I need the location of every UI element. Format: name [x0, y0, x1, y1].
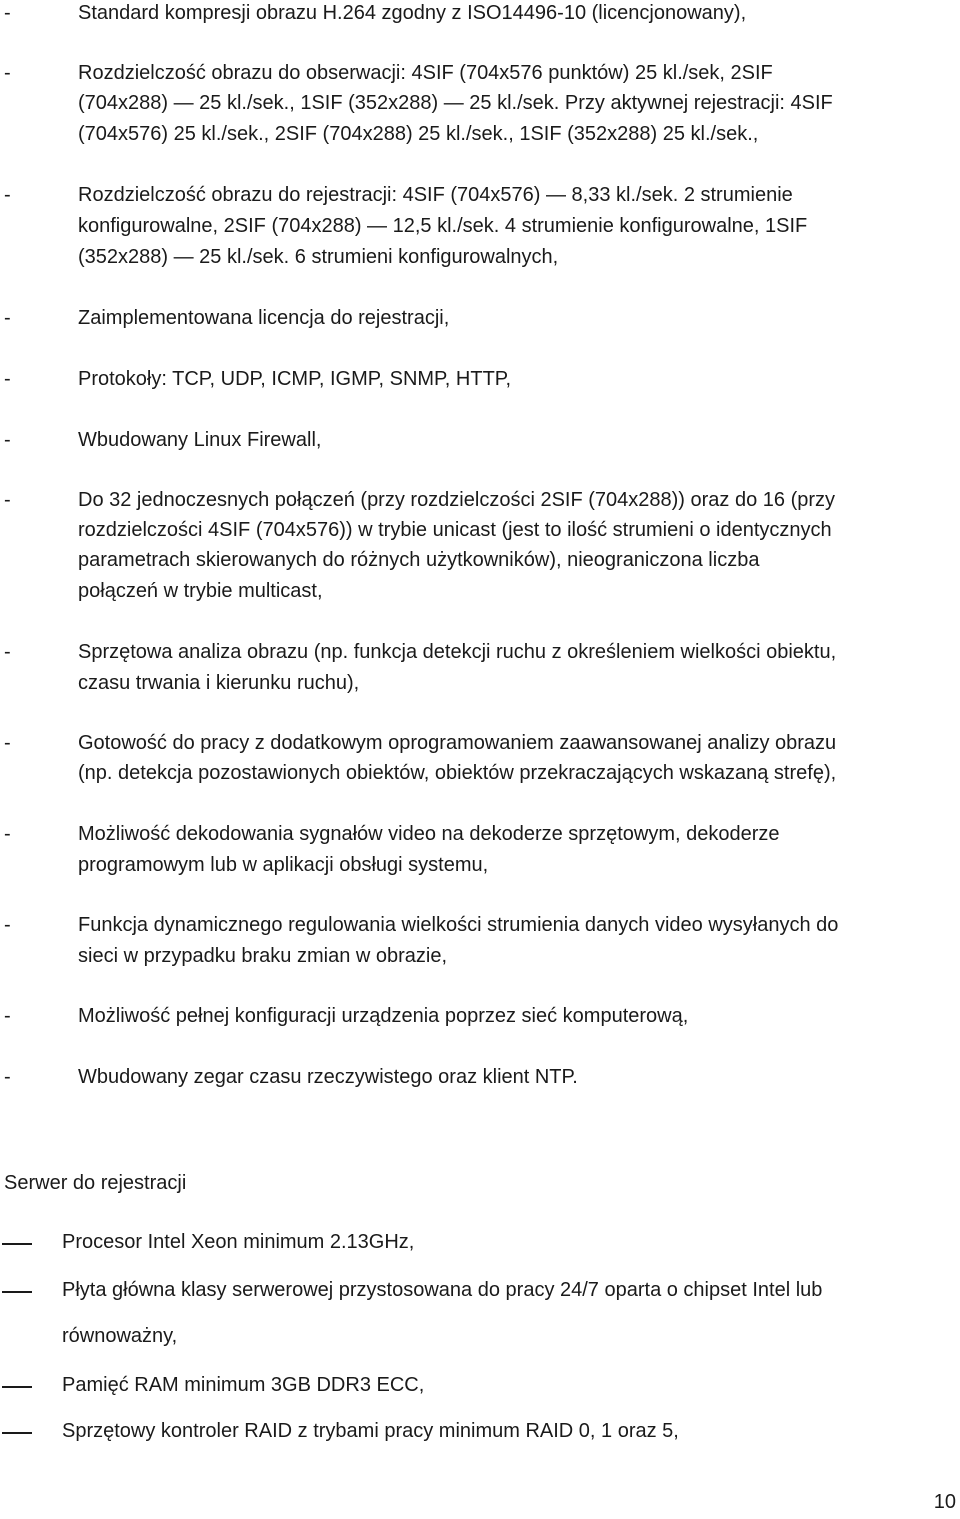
bullet-long-dash: [2, 1432, 32, 1434]
bullet-dash: -: [4, 429, 11, 451]
bullet-dash: -: [4, 641, 11, 663]
spec-list-text-line: Rozdzielczość obrazu do rejestracji: 4SIF (704x576) — 8,33 kl./sek. 2 strumienie: [78, 184, 793, 206]
spec-list-text-line: Wbudowany zegar czasu rzeczywistego oraz klient NTP.: [78, 1066, 578, 1088]
bullet-dash: -: [4, 914, 11, 936]
bullet-dash: -: [4, 1066, 11, 1088]
server-list-text-line: Procesor Intel Xeon minimum 2.13GHz,: [62, 1231, 415, 1253]
bullet-dash: -: [4, 184, 11, 206]
spec-list-text-line: sieci w przypadku braku zmian w obrazie,: [78, 945, 448, 967]
bullet-dash: -: [4, 2, 11, 24]
spec-list-text-line: parametrach skierowanych do różnych użytkowników), nieograniczona liczba: [78, 549, 760, 571]
spec-list-text-line: Sprzętowa analiza obrazu (np. funkcja detekcji ruchu z określeniem wielkości obiektu,: [78, 641, 837, 663]
server-list-text-line: Pamięć RAM minimum 3GB DDR3 ECC,: [62, 1374, 425, 1396]
bullet-dash: -: [4, 368, 11, 390]
spec-list-text-line: Do 32 jednoczesnych połączeń (przy rozdzielczości 2SIF (704x288)) oraz do 16 (przy: [78, 489, 836, 511]
page-number: 10: [933, 1491, 956, 1513]
bullet-dash: -: [4, 823, 11, 845]
spec-list-text-line: (704x288) — 25 kl./sek., 1SIF (352x288) — 25 kl./sek. Przy aktywnej rejestracji: 4SIF: [78, 92, 833, 114]
server-list-text-line: Płyta główna klasy serwerowej przystosowana do pracy 24/7 oparta o chipset Intel lub: [62, 1279, 823, 1301]
bullet-dash: -: [4, 732, 11, 754]
spec-list-text-line: Możliwość pełnej konfiguracji urządzenia poprzez sieć komputerową,: [78, 1005, 689, 1027]
spec-list-text-line: rozdzielczości 4SIF (704x576)) w trybie unicast (jest to ilość strumieni o identycznych: [78, 519, 832, 541]
spec-list-text-line: konfigurowalne, 2SIF (704x288) — 12,5 kl./sek. 4 strumienie konfigurowalne, 1SIF: [78, 215, 808, 237]
spec-list-text-line: czasu trwania i kierunku ruchu),: [78, 672, 360, 694]
spec-list-text-line: połączeń w trybie multicast,: [78, 580, 323, 602]
spec-list-text-line: programowym lub w aplikacji obsługi systemu,: [78, 854, 489, 876]
spec-list-text-line: (352x288) — 25 kl./sek. 6 strumieni konfigurowalnych,: [78, 246, 559, 268]
spec-list-text-line: Możliwość dekodowania sygnałów video na dekoderze sprzętowym, dekoderze: [78, 823, 780, 845]
spec-list-text-line: (704x576) 25 kl./sek., 2SIF (704x288) 25 kl./sek., 1SIF (352x288) 25 kl./sek.,: [78, 123, 759, 145]
bullet-dash: -: [4, 62, 11, 84]
spec-list-text-line: Standard kompresji obrazu H.264 zgodny z ISO14496-10 (licencjonowany),: [78, 2, 747, 24]
bullet-dash: -: [4, 489, 11, 511]
spec-list-text-line: Rozdzielczość obrazu do obserwacji: 4SIF (704x576 punktów) 25 kl./sek, 2SIF: [78, 62, 773, 84]
section-heading: Serwer do rejestracji: [4, 1172, 187, 1194]
spec-list-text-line: (np. detekcja pozostawionych obiektów, obiektów przekraczających wskazaną strefę),: [78, 762, 837, 784]
spec-list-text-line: Protokoły: TCP, UDP, ICMP, IGMP, SNMP, HTTP,: [78, 368, 512, 390]
spec-list-text-line: Funkcja dynamicznego regulowania wielkości strumienia danych video wysyłanych do: [78, 914, 839, 936]
bullet-long-dash: [2, 1386, 32, 1388]
server-list-text-line: równoważny,: [62, 1325, 178, 1347]
spec-list-text-line: Wbudowany Linux Firewall,: [78, 429, 322, 451]
spec-list-text-line: Gotowość do pracy z dodatkowym oprogramowaniem zaawansowanej analizy obrazu: [78, 732, 837, 754]
bullet-dash: -: [4, 307, 11, 329]
bullet-long-dash: [2, 1291, 32, 1293]
spec-list-text-line: Zaimplementowana licencja do rejestracji,: [78, 307, 450, 329]
bullet-dash: -: [4, 1005, 11, 1027]
bullet-long-dash: [2, 1243, 32, 1245]
server-list-text-line: Sprzętowy kontroler RAID z trybami pracy minimum RAID 0, 1 oraz 5,: [62, 1420, 679, 1442]
